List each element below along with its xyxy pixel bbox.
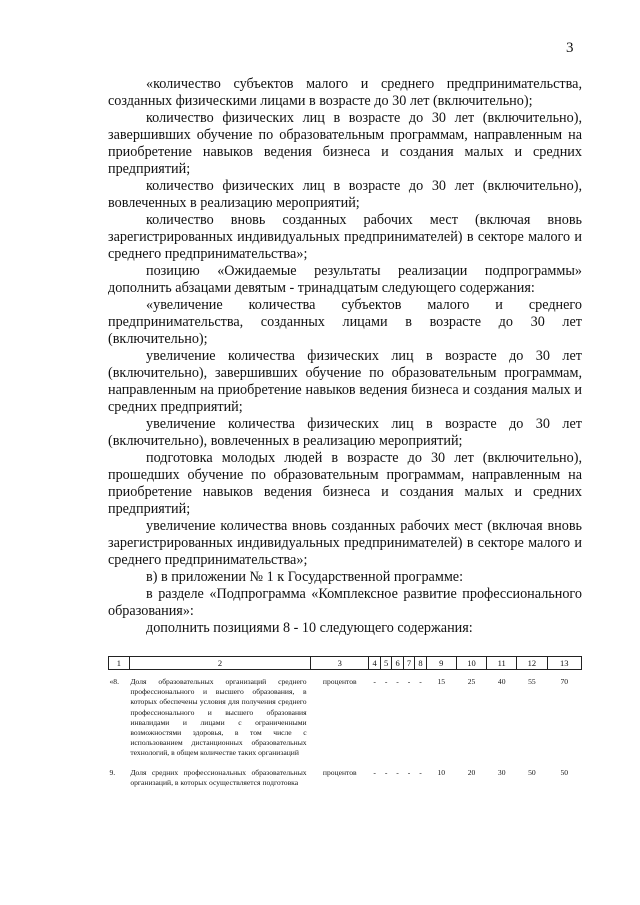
paragraph: количество вновь созданных рабочих мест (включая вновь зарегистрированных индивидуальных предпринимателей) в секторе малого и среднего предпринимательства»;	[108, 212, 582, 262]
column-header: 5	[380, 657, 391, 670]
indicator-name: Доля средних профессиональных образовательных организаций, в которых осуществляется подготовка	[130, 767, 307, 787]
value-cell: -	[419, 677, 422, 686]
column-header: 10	[456, 657, 486, 670]
page-number: 3	[566, 40, 574, 56]
value-cell: -	[396, 677, 399, 686]
column-header: 1	[109, 657, 130, 670]
row-number: «8.	[109, 677, 119, 686]
paragraph: подготовка молодых людей в возрасте до 30 лет (включительно), прошедших обучение по образовательным программам, направленным на приобретение навыков ведения бизнеса и создания малых и средних предприятий;	[108, 450, 582, 517]
value-cell: 30	[497, 767, 506, 777]
value-cell: 15	[437, 677, 446, 686]
table-header-row	[109, 657, 582, 670]
value-cell: 20	[467, 767, 476, 777]
table-row	[109, 670, 582, 761]
unit-cell: процентов	[322, 677, 357, 686]
column-header: 8	[415, 657, 426, 670]
value-cell: 50	[528, 767, 536, 777]
table-row	[109, 761, 582, 790]
unit-cell: процентов	[322, 767, 357, 777]
paragraph: позицию «Ожидаемые результаты реализации подпрограммы» дополнить абзацами девятым - тринадцатым следующего содержания:	[108, 263, 582, 296]
column-header: 2	[129, 657, 310, 670]
value-cell: 50	[560, 767, 569, 777]
value-cell: 25	[467, 677, 476, 686]
value-cell: 40	[497, 677, 506, 686]
paragraph: в) в приложении № 1 к Государственной программе:	[146, 569, 464, 585]
paragraph: в разделе «Подпрограмма «Комплексное развитие профессионального образования»:	[108, 586, 582, 619]
column-header: 4	[369, 657, 380, 670]
value-cell: -	[419, 767, 422, 777]
paragraph: количество физических лиц в возрасте до 30 лет (включительно), вовлеченных в реализацию мероприятий;	[108, 178, 582, 211]
column-header: 7	[403, 657, 414, 670]
value-cell: 70	[560, 677, 569, 686]
paragraph: количество физических лиц в возрасте до 30 лет (включительно), завершивших обучение по образовательным программам, направленным на приобретение навыков ведения бизнеса и создания малых и средних предприятий;	[108, 110, 582, 177]
paragraph: увеличение количества физических лиц в возрасте до 30 лет (включительно), завершивших обучение по образовательным программам, направленным на приобретение навыков ведения бизнеса и создания малых и средних предприятий;	[108, 348, 582, 415]
column-header: 12	[517, 657, 547, 670]
document-body	[108, 76, 582, 637]
paragraph: «количество субъектов малого и среднего предпринимательства, созданных физическими лицами в возрасте до 30 лет (включительно);	[108, 76, 582, 109]
paragraph: дополнить позициями 8 - 10 следующего содержания:	[146, 620, 473, 636]
paragraph: «увеличение количества субъектов малого и среднего предпринимательства, созданных лицами в возрасте до 30 лет (включительно);	[108, 297, 582, 347]
paragraph: увеличение количества вновь созданных рабочих мест (включая вновь зарегистрированных индивидуальных предпринимателей) в секторе малого и среднего предпринимательства»;	[108, 518, 582, 568]
row-number: 9.	[109, 767, 116, 777]
value-cell: -	[384, 677, 388, 686]
value-cell: -	[373, 767, 376, 777]
value-cell: -	[407, 677, 411, 686]
value-cell: -	[407, 767, 411, 777]
column-header: 3	[311, 657, 369, 670]
value-cell: 55	[528, 677, 536, 686]
column-header: 13	[547, 657, 581, 670]
value-cell: 10	[437, 767, 446, 777]
column-header: 9	[426, 657, 456, 670]
value-cell: -	[396, 767, 399, 777]
paragraph: увеличение количества физических лиц в возрасте до 30 лет (включительно), вовлеченных в реализацию мероприятий;	[108, 416, 582, 449]
column-header: 11	[487, 657, 517, 670]
indicator-name: Доля образовательных организаций среднего профессионального и высшего образования, в которых обеспечены условия для получения среднего профессионального и высшего образования инвалидами и лицами с ограниченными возможностями здоровья, в том числе с использованием дистанционных образовательных технологий, в общем количестве таких организаций	[130, 677, 307, 758]
indicators-table	[108, 656, 582, 790]
value-cell: -	[373, 677, 376, 686]
value-cell: -	[384, 767, 388, 777]
column-header: 6	[392, 657, 403, 670]
